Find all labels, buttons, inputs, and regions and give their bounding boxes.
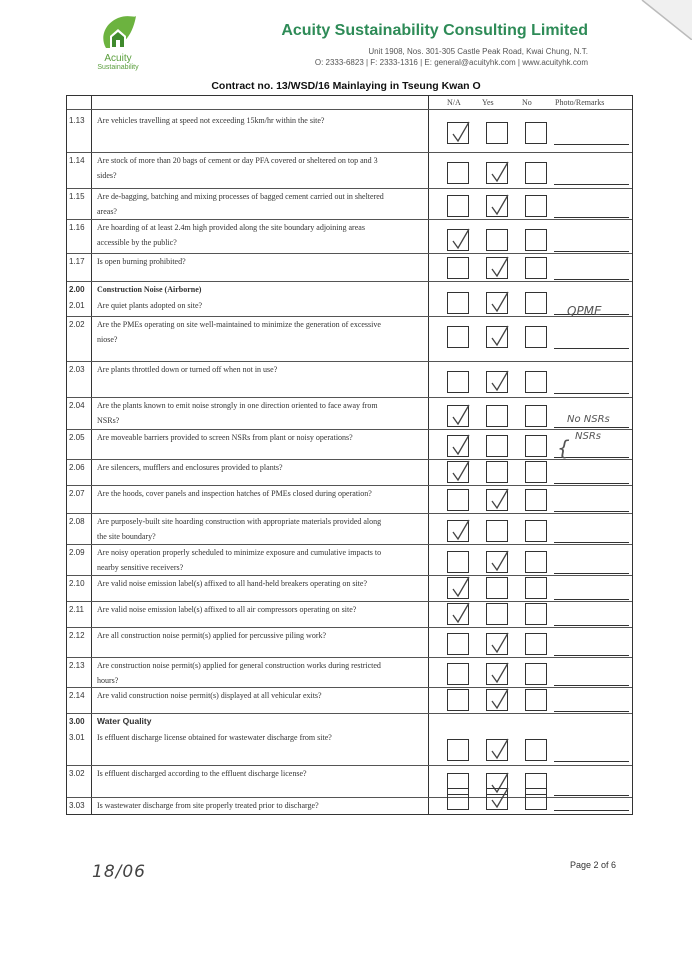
question-line: Is open burning prohibited? bbox=[97, 257, 186, 266]
item-number: 1.17 bbox=[69, 257, 85, 266]
question-line: Are purposely-built site hoarding construction with appropriate materials provided along bbox=[97, 517, 382, 526]
logo-text-sustainability: Sustainability bbox=[97, 64, 139, 71]
item-number: 1.13 bbox=[69, 116, 85, 125]
item-number: 2.04 bbox=[69, 401, 85, 410]
question-line: Are valid noise emission label(s) affixed to all hand-held breakers operating on site? bbox=[97, 579, 367, 588]
checkbox-no[interactable] bbox=[525, 788, 547, 810]
contact-line: O: 2333-6823 | F: 2333-1316 | E: general@acuityhk.com | www.acuityhk.com bbox=[314, 58, 588, 67]
remarks-line[interactable] bbox=[554, 184, 629, 185]
remarks-line[interactable] bbox=[554, 655, 629, 656]
question-text bbox=[97, 398, 422, 428]
checkbox-na[interactable] bbox=[447, 122, 469, 144]
checkbox-na[interactable] bbox=[447, 689, 469, 711]
checkbox-no[interactable] bbox=[525, 257, 547, 279]
checkbox-no[interactable] bbox=[525, 122, 547, 144]
question-line: sides? bbox=[97, 171, 117, 180]
question-text bbox=[97, 254, 422, 269]
item-number: 2.08 bbox=[69, 517, 85, 526]
checkbox-no[interactable] bbox=[525, 633, 547, 655]
checkbox-na[interactable] bbox=[447, 229, 469, 251]
question-text bbox=[97, 153, 422, 183]
question-text bbox=[97, 545, 422, 575]
checkbox-yes[interactable] bbox=[486, 435, 508, 457]
remarks-line[interactable] bbox=[554, 217, 629, 218]
item-number: 2.02 bbox=[69, 320, 85, 329]
check-mark-icon bbox=[489, 161, 511, 185]
question-text bbox=[97, 688, 422, 703]
item-number: 2.12 bbox=[69, 631, 85, 640]
header-divider bbox=[67, 109, 632, 110]
question-line: areas? bbox=[97, 207, 117, 216]
remarks-line[interactable] bbox=[554, 761, 629, 762]
checkbox-yes[interactable] bbox=[486, 257, 508, 279]
company-logo bbox=[86, 14, 150, 76]
item-number: 2.10 bbox=[69, 579, 85, 588]
checkbox-no[interactable] bbox=[525, 663, 547, 685]
checkbox-yes[interactable] bbox=[486, 461, 508, 483]
remarks-line[interactable] bbox=[554, 625, 629, 626]
remarks-line[interactable] bbox=[554, 795, 629, 796]
checkbox-no[interactable] bbox=[525, 229, 547, 251]
question-line: the site boundary? bbox=[97, 532, 156, 541]
checkbox-na[interactable] bbox=[447, 577, 469, 599]
question-line: Are moveable barriers provided to screen NSRs from plant or noisy operations? bbox=[97, 433, 353, 442]
checklist-table bbox=[66, 95, 633, 815]
remark-2-01: QPME bbox=[567, 304, 602, 318]
remark-brace: { bbox=[557, 436, 570, 460]
question-text bbox=[97, 189, 422, 219]
logo-text-acuity: Acuity bbox=[104, 53, 132, 64]
item-number: 2.00 bbox=[69, 285, 85, 294]
question-line: Water Quality bbox=[97, 716, 152, 726]
checkbox-no[interactable] bbox=[525, 292, 547, 314]
item-number: 1.14 bbox=[69, 156, 85, 165]
page-curl-icon bbox=[632, 0, 692, 40]
question-text bbox=[97, 514, 422, 544]
check-mark-icon bbox=[450, 576, 472, 600]
page-number: Page 2 of 6 bbox=[570, 860, 617, 870]
question-line: Are plants throttled down or turned off when not in use? bbox=[97, 365, 278, 374]
question-line: niose? bbox=[97, 335, 118, 344]
checkbox-no[interactable] bbox=[525, 461, 547, 483]
check-mark-icon bbox=[489, 738, 511, 762]
remarks-line[interactable] bbox=[554, 251, 629, 252]
remark-2-04-line1: No NSRs bbox=[567, 414, 610, 425]
checkbox-na[interactable] bbox=[447, 371, 469, 393]
check-mark-icon bbox=[489, 370, 511, 394]
checkbox-no[interactable] bbox=[525, 489, 547, 511]
column-header-yes: Yes bbox=[482, 98, 494, 107]
remarks-line[interactable] bbox=[554, 542, 629, 543]
checkbox-yes[interactable] bbox=[486, 551, 508, 573]
checkbox-no[interactable] bbox=[525, 162, 547, 184]
remarks-line[interactable] bbox=[554, 599, 629, 600]
question-line: Are all construction noise permit(s) applied for percussive piling work? bbox=[97, 631, 327, 640]
item-number: 2.14 bbox=[69, 691, 85, 700]
checkbox-na[interactable] bbox=[447, 663, 469, 685]
check-mark-icon bbox=[489, 194, 511, 218]
item-number: 2.09 bbox=[69, 548, 85, 557]
question-line: Are construction noise permit(s) applied for general construction works during restricted bbox=[97, 661, 381, 670]
checkbox-na[interactable] bbox=[447, 633, 469, 655]
remarks-line[interactable] bbox=[554, 711, 629, 712]
checkbox-yes[interactable] bbox=[486, 122, 508, 144]
checkbox-na[interactable] bbox=[447, 326, 469, 348]
question-text bbox=[97, 430, 422, 445]
logo-house-leaf-icon bbox=[98, 14, 138, 52]
item-number: 2.07 bbox=[69, 489, 85, 498]
question-line: Are valid construction noise permit(s) displayed at all vehicular exits? bbox=[97, 691, 322, 700]
check-mark-icon bbox=[450, 460, 472, 484]
check-mark-icon bbox=[489, 662, 511, 686]
question-line: Are valid noise emission label(s) affixed to all air compressors operating on site? bbox=[97, 605, 357, 614]
check-mark-icon bbox=[489, 291, 511, 315]
address-line: Unit 1908, Nos. 301-305 Castle Peak Road, Kwai Chung, N.T. bbox=[368, 47, 588, 56]
item-number: 2.01 bbox=[69, 301, 85, 310]
checkbox-na[interactable] bbox=[447, 257, 469, 279]
question-text bbox=[97, 486, 422, 501]
question-line: hours? bbox=[97, 676, 119, 685]
question-line: Are quiet plants adopted on site? bbox=[97, 301, 203, 310]
item-number: 3.01 bbox=[69, 733, 85, 742]
checkbox-na[interactable] bbox=[447, 520, 469, 542]
checkbox-yes[interactable] bbox=[486, 633, 508, 655]
question-text bbox=[97, 628, 422, 643]
question-line: Is effluent discharge license obtained for wastewater discharge from site? bbox=[97, 733, 332, 742]
question-text bbox=[97, 298, 422, 313]
column-divider bbox=[428, 96, 429, 814]
item-number: 2.06 bbox=[69, 463, 85, 472]
checkbox-na[interactable] bbox=[447, 195, 469, 217]
checkbox-no[interactable] bbox=[525, 195, 547, 217]
item-number: 2.05 bbox=[69, 433, 85, 442]
checkbox-na[interactable] bbox=[447, 162, 469, 184]
column-header-na: N/A bbox=[447, 98, 461, 107]
checkbox-yes[interactable] bbox=[486, 229, 508, 251]
remarks-line[interactable] bbox=[554, 144, 629, 145]
checkbox-no[interactable] bbox=[525, 405, 547, 427]
checkbox-no[interactable] bbox=[525, 689, 547, 711]
checkbox-yes[interactable] bbox=[486, 292, 508, 314]
check-mark-icon bbox=[450, 434, 472, 458]
checkbox-yes[interactable] bbox=[486, 371, 508, 393]
question-text bbox=[97, 766, 422, 781]
remarks-line[interactable] bbox=[554, 573, 629, 574]
question-line: Is effluent discharged according to the effluent discharge license? bbox=[97, 769, 307, 778]
checkbox-yes[interactable] bbox=[486, 405, 508, 427]
section-title bbox=[97, 714, 422, 729]
column-header-no: No bbox=[522, 98, 532, 107]
checkbox-no[interactable] bbox=[525, 603, 547, 625]
question-text bbox=[97, 220, 422, 250]
question-line: Are noisy operation properly scheduled to minimize exposure and cumulative impacts to bbox=[97, 548, 382, 557]
checkbox-yes[interactable] bbox=[486, 577, 508, 599]
remarks-line[interactable] bbox=[554, 393, 629, 394]
question-text bbox=[97, 798, 422, 813]
check-mark-icon bbox=[450, 602, 472, 626]
question-line: NSRs? bbox=[97, 416, 120, 425]
item-number: 1.15 bbox=[69, 192, 85, 201]
question-text bbox=[97, 602, 422, 617]
item-number: 1.16 bbox=[69, 223, 85, 232]
remarks-line[interactable] bbox=[554, 810, 629, 811]
checkbox-yes[interactable] bbox=[486, 739, 508, 761]
checkbox-na[interactable] bbox=[447, 489, 469, 511]
item-number: 3.02 bbox=[69, 769, 85, 778]
question-line: Are hoarding of at least 2.4m high provided along the site boundary adjoining areas bbox=[97, 223, 365, 232]
question-text bbox=[97, 576, 422, 591]
remarks-line[interactable] bbox=[554, 511, 629, 512]
column-divider bbox=[91, 96, 92, 814]
question-text bbox=[97, 658, 422, 688]
item-number: 3.03 bbox=[69, 801, 85, 810]
checkbox-no[interactable] bbox=[525, 435, 547, 457]
checkbox-na[interactable] bbox=[447, 292, 469, 314]
checkbox-na[interactable] bbox=[447, 551, 469, 573]
check-mark-icon bbox=[489, 325, 511, 349]
check-mark-icon bbox=[489, 550, 511, 574]
checkbox-no[interactable] bbox=[525, 371, 547, 393]
question-line: Are the plants known to emit noise strongly in one direction oriented to face away from bbox=[97, 401, 378, 410]
item-number: 2.11 bbox=[69, 605, 84, 614]
question-line: Are silencers, mufflers and enclosures provided to plants? bbox=[97, 463, 283, 472]
question-line: Are stock of more than 20 bags of cement or day PFA covered or sheltered on top and 3 bbox=[97, 156, 378, 165]
column-header-remarks: Photo/Remarks bbox=[555, 98, 605, 107]
checkbox-na[interactable] bbox=[447, 788, 469, 810]
checkbox-yes[interactable] bbox=[486, 326, 508, 348]
contract-title: Contract no. 13/WSD/16 Mainlaying in Tseung Kwan O bbox=[211, 80, 481, 92]
question-line: Construction Noise (Airborne) bbox=[97, 285, 202, 294]
checkbox-na[interactable] bbox=[447, 461, 469, 483]
question-line: nearby sensitive receivers? bbox=[97, 563, 184, 572]
item-number: 2.03 bbox=[69, 365, 85, 374]
check-mark-icon bbox=[450, 121, 472, 145]
remark-2-04-line2: NSRs bbox=[575, 431, 601, 442]
check-mark-icon bbox=[450, 228, 472, 252]
checkbox-na[interactable] bbox=[447, 603, 469, 625]
question-line: Are the hoods, cover panels and inspection hatches of PMEs closed during operation? bbox=[97, 489, 372, 498]
checkbox-yes[interactable] bbox=[486, 663, 508, 685]
remarks-line[interactable] bbox=[554, 427, 629, 428]
question-text bbox=[97, 460, 422, 475]
checkbox-yes[interactable] bbox=[486, 195, 508, 217]
question-text bbox=[97, 317, 422, 347]
company-name: Acuity Sustainability Consulting Limited bbox=[281, 22, 588, 39]
checkbox-no[interactable] bbox=[525, 739, 547, 761]
question-text bbox=[97, 113, 422, 128]
remarks-line[interactable] bbox=[554, 483, 629, 484]
remarks-line[interactable] bbox=[554, 685, 629, 686]
checkbox-yes[interactable] bbox=[486, 489, 508, 511]
checkbox-na[interactable] bbox=[447, 405, 469, 427]
question-line: Are vehicles travelling at speed not exceeding 15km/hr within the site? bbox=[97, 116, 325, 125]
check-mark-icon bbox=[489, 488, 511, 512]
company-address bbox=[315, 46, 588, 68]
checkbox-yes[interactable] bbox=[486, 689, 508, 711]
question-text bbox=[97, 362, 422, 377]
checkbox-yes[interactable] bbox=[486, 603, 508, 625]
question-line: accessible by the public? bbox=[97, 238, 177, 247]
check-mark-icon bbox=[489, 256, 511, 280]
check-mark-icon bbox=[489, 688, 511, 712]
question-text bbox=[97, 730, 422, 745]
question-line: Are de-bagging, batching and mixing processes of bagged cement carried out in sheltered bbox=[97, 192, 384, 201]
checkbox-no[interactable] bbox=[525, 520, 547, 542]
checkbox-no[interactable] bbox=[525, 551, 547, 573]
check-mark-icon bbox=[489, 787, 511, 811]
checkbox-na[interactable] bbox=[447, 435, 469, 457]
checkbox-yes[interactable] bbox=[486, 520, 508, 542]
remarks-line[interactable] bbox=[554, 348, 629, 349]
check-mark-icon bbox=[450, 404, 472, 428]
handwritten-date: 18/06 bbox=[92, 862, 146, 882]
item-number: 3.00 bbox=[69, 717, 85, 726]
question-line: Is wastewater discharge from site properly treated prior to discharge? bbox=[97, 801, 319, 810]
checkbox-yes[interactable] bbox=[486, 162, 508, 184]
check-mark-icon bbox=[489, 632, 511, 656]
section-title bbox=[97, 282, 422, 297]
checkbox-no[interactable] bbox=[525, 577, 547, 599]
check-mark-icon bbox=[450, 519, 472, 543]
question-line: Are the PMEs operating on site well-maintained to minimize the generation of excessive bbox=[97, 320, 381, 329]
checkbox-na[interactable] bbox=[447, 739, 469, 761]
checkbox-no[interactable] bbox=[525, 326, 547, 348]
checkbox-yes[interactable] bbox=[486, 788, 508, 810]
remarks-line[interactable] bbox=[554, 279, 629, 280]
item-number: 2.13 bbox=[69, 661, 85, 670]
